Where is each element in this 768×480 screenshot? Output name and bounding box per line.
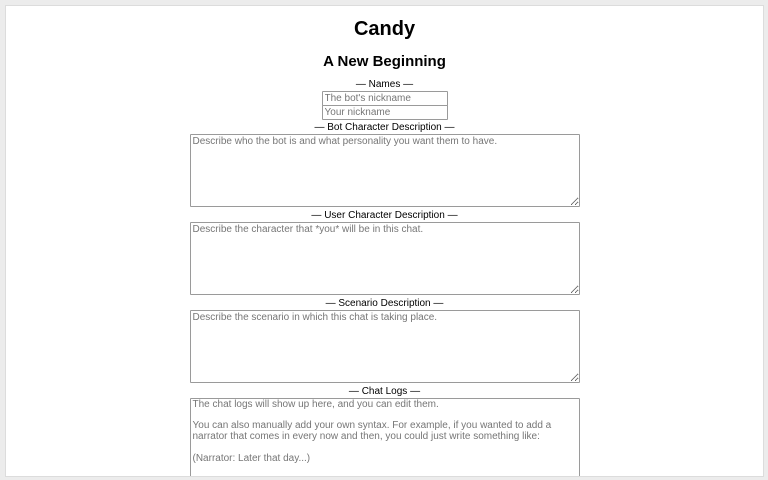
chat-logs-textarea[interactable] — [190, 398, 580, 477]
app-title: Candy — [353, 18, 416, 40]
scenario-textarea[interactable] — [190, 310, 580, 383]
chat-logs-label: — Chat Logs — — [348, 386, 421, 397]
chat-logs-placeholder-line: (Narrator: Later that day...) — [192, 452, 311, 464]
scenario-label: — Scenario Description — — [325, 298, 444, 309]
user-nickname-input[interactable] — [322, 105, 448, 120]
main-column — [190, 17, 580, 477]
bot-description-label: — Bot Character Description — — [314, 122, 455, 133]
page-frame — [5, 5, 764, 477]
bot-nickname-input[interactable] — [322, 91, 448, 106]
bot-description-textarea[interactable] — [190, 134, 580, 207]
chat-logs-placeholder-line — [193, 443, 577, 454]
page-heading: A New Beginning — [323, 53, 446, 70]
user-description-label: — User Character Description — — [311, 210, 458, 221]
chat-logs-placeholder-line: The chat logs will show up here, and you can edit them. — [192, 399, 439, 410]
user-description-textarea[interactable] — [190, 222, 580, 295]
chat-logs-placeholder-line: You can also manually add your own syntax. For example, if you wanted to add a narrator that comes in every now and then, you could just write something like: — [192, 420, 555, 443]
names-label: — Names — — [355, 79, 414, 90]
